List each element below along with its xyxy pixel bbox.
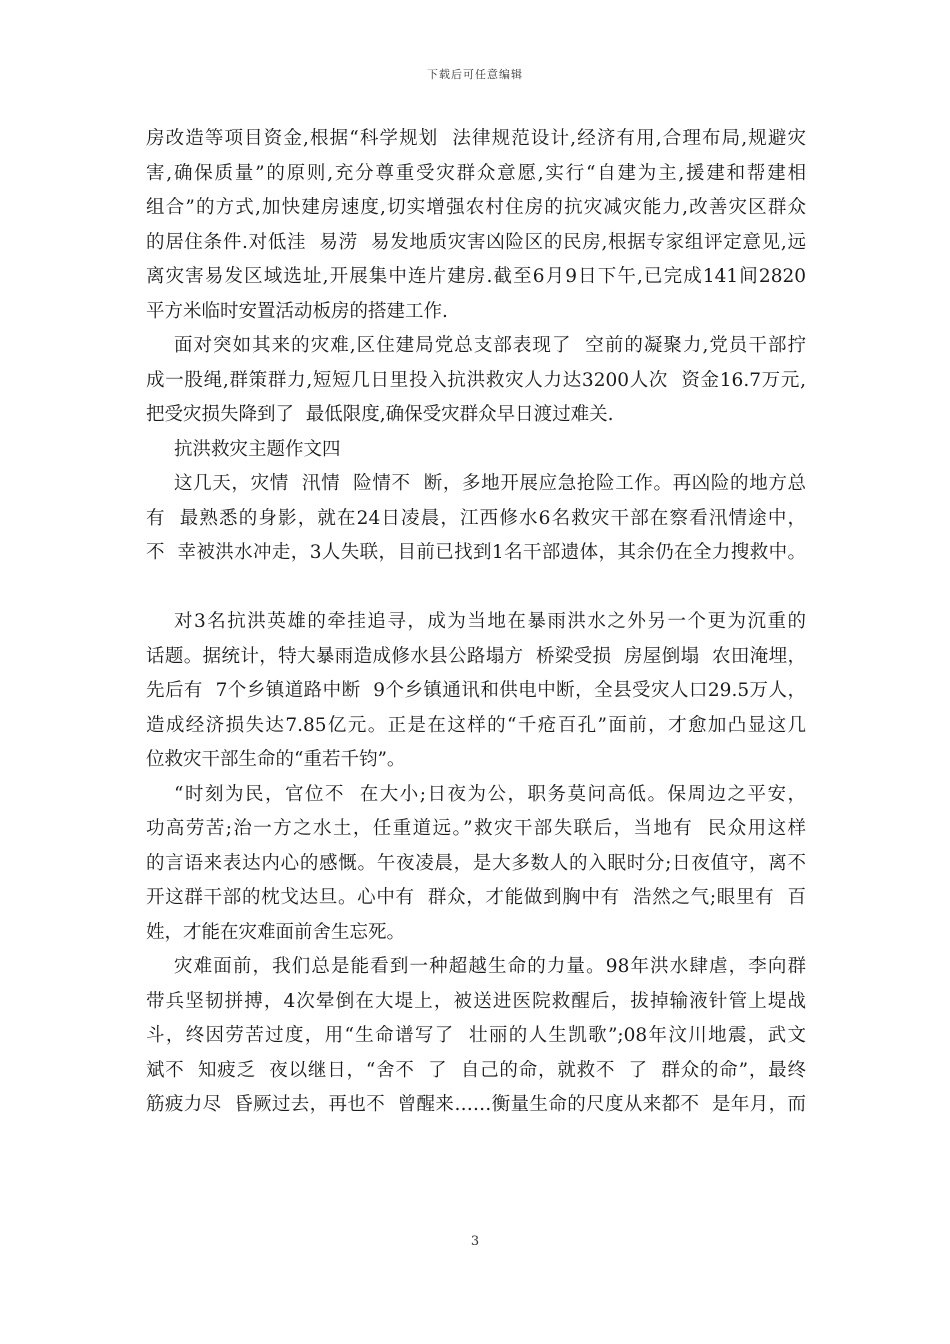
- text-line: 成一股绳,群策群力,短短几日里投入抗洪救灾人力达3200人次 资金16.7万元,: [146, 369, 806, 391]
- paragraph: [146, 467, 806, 571]
- text-line: 害,确保质量”的原则,充分尊重受灾群众意愿,实行“自建为主,援建和帮建相: [146, 162, 806, 184]
- text-line: 筋疲力尽 昏厥过去，再也不 曾醒来……衡量生命的尺度从来都不 是年月，而: [146, 1094, 806, 1115]
- document-body: [146, 122, 806, 1123]
- page-header: 下载后可任意编辑: [427, 68, 523, 81]
- text-line: 造成经济损失达7.85亿元。正是在这样的“千疮百孔”面前，才愈加凸显这几: [146, 714, 806, 736]
- paragraph: [146, 778, 806, 951]
- paragraph: [146, 605, 806, 778]
- text-line: 的言语来表达内心的感慨。午夜凌晨，是大多数人的入眠时分;日夜值守，离不: [146, 852, 806, 874]
- text-line: 组合”的方式,加快建房速度,切实增强农村住房的抗灾减灾能力,改善灾区群众: [146, 197, 806, 218]
- text-line: 房改造等项目资金,根据“科学规划 法律规范设计,经济有用,合理布局,规避灾: [146, 128, 806, 149]
- text-line: 带兵坚韧拼搏，4次晕倒在大堤上，被送进医院救醒后，拔掉输液针管上堤战: [146, 990, 806, 1012]
- text-line: 把受灾损失降到了 最低限度,确保受灾群众早日渡过难关.: [146, 404, 614, 425]
- paragraph: [146, 329, 806, 433]
- text-line: 灾难面前，我们总是能看到一种超越生命的力量。98年洪水肆虐，李向群: [174, 956, 806, 977]
- page-number: 3: [470, 1234, 480, 1249]
- text-line: 开这群干部的枕戈达旦。心中有 群众，才能做到胸中有 浩然之气;眼里有 百: [146, 887, 806, 908]
- text-line: 话题。据统计，特大暴雨造成修水县公路塌方 桥梁受损 房屋倒塌 农田淹埋，: [146, 645, 806, 667]
- paragraph-continuation: [146, 122, 806, 329]
- section-heading: 抗洪救灾主题作文四: [174, 438, 341, 460]
- text-line: 位救灾干部生命的“重若千钧”。: [146, 749, 406, 770]
- text-line: 不 幸被洪水冲走，3人失联，目前已找到1名干部遗体，其余仍在全力搜救中。: [146, 542, 806, 563]
- text-line: 姓，才能在灾难面前舍生忘死。: [146, 921, 406, 943]
- text-line: 先后有 7个乡镇道路中断 9个乡镇通讯和供电中断，全县受灾人口29.5万人，: [146, 680, 806, 701]
- text-line: “时刻为民，官位不 在大小;日夜为公，职务莫问高低。保周边之平安，: [174, 783, 806, 805]
- blank-line: [146, 571, 806, 606]
- text-line: 斗，终因劳苦过度，用“生命谱写了 壮丽的人生凯歌”;08年汶川地震，武文: [146, 1025, 806, 1046]
- text-line: 平方米临时安置活动板房的搭建工作.: [146, 300, 448, 322]
- text-line: 有 最熟悉的身影，就在24日凌晨，江西修水6名救灾干部在察看汛情途中，: [146, 507, 806, 529]
- text-line: 面对突如其来的灾难,区住建局党总支部表现了 空前的凝聚力,党员干部拧: [174, 335, 806, 356]
- text-line: 功高劳苦;治一方之水土，任重道远。”救灾干部失联后，当地有 民众用这样: [146, 818, 806, 839]
- paragraph: [146, 950, 806, 1123]
- text-line: 的居住条件.对低洼 易涝 易发地质灾害凶险区的民房,根据专家组评定意见,远: [146, 231, 806, 253]
- text-line: 离灾害易发区域选址,开展集中连片建房.截至6月9日下午,已完成141间2820: [146, 266, 806, 287]
- text-line: 斌不 知疲乏 夜以继日，“舍不 了 自己的命，就救不 了 群众的命”，最终: [146, 1059, 806, 1081]
- text-line: 这几天，灾情 汛情 险情不 断，多地开展应急抢险工作。再凶险的地方总: [174, 473, 806, 494]
- text-line: 对3名抗洪英雄的牵挂追寻，成为当地在暴雨洪水之外另一个更为沉重的: [174, 611, 806, 632]
